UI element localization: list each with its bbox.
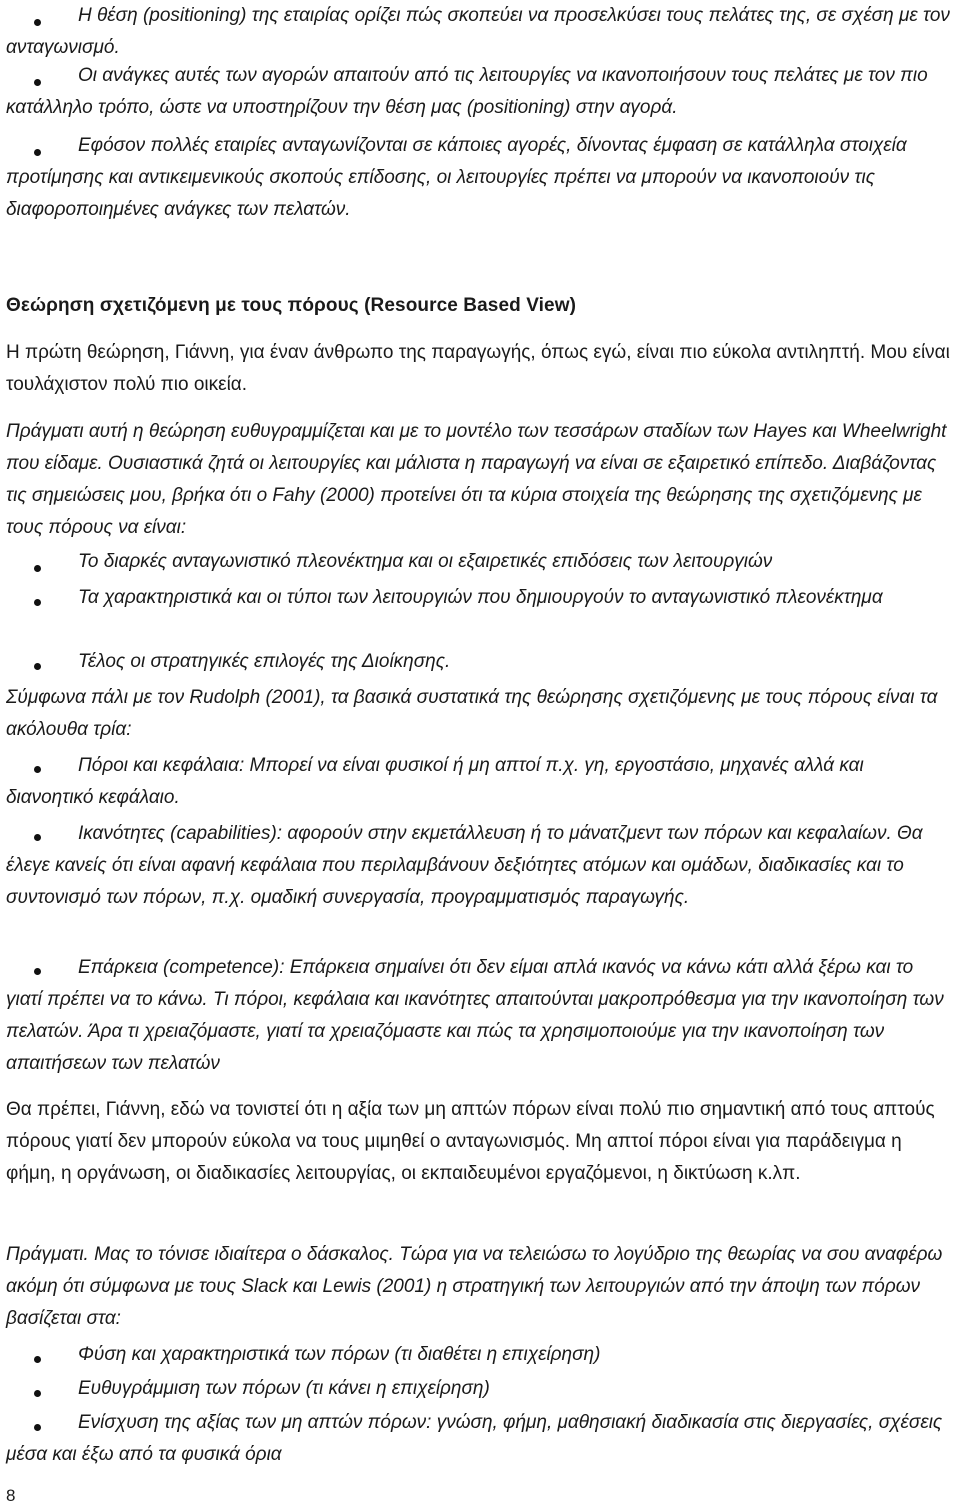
rudolph-bullet-1: Πόροι και κεφάλαια: Μπορεί να είναι φυσικοί ή μη απτοί π.χ. γη, εργοστάσιο, μηχανές αλλά και διανοητικό κεφάλαιο. [6, 755, 864, 808]
rudolph-bullet-3: Επάρκεια (competence): Επάρκεια σημαίνει ότι δεν είμαι απλά ικανός να κάνω κάτι αλλά ξέρω και το γιατί πρέπει να το κάνω. Τι πόροι, κεφάλαια και ικανότητες απαιτούνται μακροπρόθεσμα για την ικανοποίηση των πελατών. Άρα τι χρειαζόμαστε, γιατί τα χρειαζόμαστε και πώς τα χρησιμοποιούμε για την ικανοποίηση των απαιτήσεων των πελατών [6, 957, 944, 1074]
top-bullet-3: Εφόσον πολλές εταιρίες ανταγωνίζονται σε κάποιες αγορές, δίνοντας έμφαση σε κατάλληλα στοιχεία προτίμησης και αντικειμενικούς σκοπούς επίδοσης, οι λειτουργίες πρέπει να μπορούν να ικανοποιούν τις διαφοροποιημένες ανάγκες των πελατών. [6, 135, 907, 220]
fahy-bullet-2: Τα χαρακτηριστικά και οι τύποι των λειτουργιών που δημιουργούν το ανταγωνιστικό πλεονέκτημα [78, 587, 883, 608]
top-bullet-1: Η θέση (positioning) της εταιρίας ορίζει πώς σκοπεύει να προσελκύσει τους πελάτες της, σε σχέση με τον ανταγωνισμό. [6, 5, 950, 58]
fahy-bullet-3: Τέλος οι στρατηγικές επιλογές της Διοίκησης. [78, 651, 451, 672]
slack-bullet-3: Ενίσχυση της αξίας των μη απτών πόρων: γνώση, φήμη, μαθησιακή διαδικασία στις διεργασίες, σχέσεις μέσα και έξω από τα φυσικά όρια [6, 1412, 943, 1465]
paragraph-first-view: Η πρώτη θεώρηση, Γιάννη, για έναν άνθρωπο της παραγωγής, όπως εγώ, είναι πιο εύκολα αντιληπτή. Μου είναι τουλάχιστον πολύ πιο οικεία. [6, 342, 950, 395]
slack-bullet-2: Ευθυγράμμιση των πόρων (τι κάνει η επιχείρηση) [78, 1378, 490, 1399]
paragraph-rudolph-intro: Σύμφωνα πάλι με τον Rudolph (2001), τα βασικά συστατικά της θεώρησης σχετιζόμενης με τους πόρους είναι τα ακόλουθα τρία: [6, 687, 938, 740]
top-bullet-2: Οι ανάγκες αυτές των αγορών απαιτούν από τις λειτουργίες να ικανοποιήσουν τους πελάτες με τον πιο κατάλληλο τρόπο, ώστε να υποστηρίζουν την θέση μας (positioning) στην αγορά. [6, 65, 928, 118]
paragraph-hayes-fahy: Πράγματι αυτή η θεώρηση ευθυγραμμίζεται και με το μοντέλο των τεσσάρων σταδίων των Hayes και Wheelwright που είδαμε. Ουσιαστικά ζητά οι λειτουργίες και μάλιστα η παραγωγή να είναι σε εξαιρετικό επίπεδο. Διαβάζοντας τις σημειώσεις μου, βρήκα ότι ο Fahy (2000) προτείνει ότι τα κύρια στοιχεία της θεώρησης της σχετιζόμενης με τους πόρους να είναι: [6, 421, 947, 538]
rudolph-bullet-2: Ικανότητες (capabilities): αφορούν στην εκμετάλλευση ή το μάνατζμεντ των πόρων και κεφαλαίων. Θα έλεγε κανείς ότι είναι αφανή κεφάλαια που περιλαμβάνουν δεξιότητες ατόμων και ομάδων, διαδικασίες και το συντονισμό των πόρων, π.χ. ομαδική συνεργασία, προγραμματισμός παραγωγής. [6, 823, 923, 908]
slack-bullet-1: Φύση και χαρακτηριστικά των πόρων (τι διαθέτει η επιχείρηση) [78, 1344, 601, 1365]
section-heading: Θεώρηση σχετιζόμενη με τους πόρους (Resource Based View) [6, 295, 576, 316]
paragraph-intangible-resources: Θα πρέπει, Γιάννη, εδώ να τονιστεί ότι η αξία των μη απτών πόρων είναι πολύ πιο σημαντική από τους απτούς πόρους γιατί δεν μπορούν εύκολα να τους μιμηθεί ο ανταγωνισμός. Μη απτοί πόροι είναι για παράδειγμα η φήμη, η οργάνωση, οι διαδικασίες λειτουργίας, οι εκπαιδευμένοι εργαζόμενοι, η δικτύωση κ.λπ. [6, 1099, 935, 1184]
page-number: 8 [6, 1486, 16, 1505]
paragraph-slack-lewis: Πράγματι. Μας το τόνισε ιδιαίτερα ο δάσκαλος. Τώρα για να τελειώσω το λογύδριο της θεωρίας να σου αναφέρω ακόμη ότι σύμφωνα με τους Slack και Lewis (2001) η στρατηγική των λειτουργιών από την άποψη των πόρων βασίζεται στα: [6, 1244, 943, 1329]
fahy-bullet-1: Το διαρκές ανταγωνιστικό πλεονέκτημα και οι εξαιρετικές επιδόσεις των λειτουργιών [78, 551, 773, 572]
